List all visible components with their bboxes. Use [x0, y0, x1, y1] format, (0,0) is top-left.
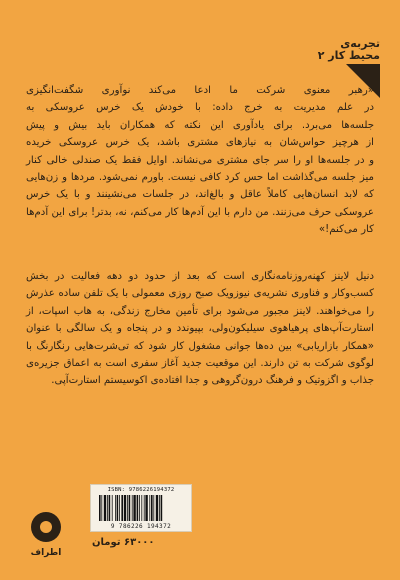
price-label: ۶۳۰۰۰ تومان — [92, 537, 155, 548]
quote-line: و در جلسه‌ها او را سر جای مشتری می‌نشاند. اوایل فقط یک صندلی خالی کنار — [26, 154, 374, 166]
series-title — [318, 38, 380, 62]
quote-line: از هرچیز حواس‌شان به نیازهای مشتری باشد، یک خرس عروسکی خریده — [26, 137, 374, 149]
bio-line: «همکار بازاریابی» بین ده‌ها جوانی مشغول کار شود که تی‌شرت‌هایی رنگارنگ با — [26, 340, 374, 352]
bio-line: را می‌خواهند. لاینز مجبور می‌شود برای تأمین مخارج زندگی، به هاب اسپات، از — [26, 305, 374, 317]
quote-line: در علم مدیریت به خرج داده: با خودش یک خرس عروسکی به — [26, 102, 374, 114]
blurb-quote — [26, 82, 374, 239]
quote-line: جلسه‌ها می‌برد. برای یادآوری این نکته که همکاران باید بیش و پیش — [26, 119, 374, 131]
series-title-line1: تجربه‌ی — [340, 37, 380, 50]
bio-line: جذاب و اگزوتیک و فرهنگ درون‌گروهی و جدا افتاده‌ی اکوسیستم استارت‌آپی. — [51, 375, 374, 387]
author-description — [26, 268, 374, 390]
quote-line: که لابد انسان‌هایی کاملاً عاقل و بالغ‌اند، در جلسات می‌نشینند و با یک خرس — [26, 189, 374, 201]
bio-line: کسب‌وکار و فناوری نشریه‌ی نیوزویک صبح روزی معمولی با یک تلفن ساده عذرش — [26, 288, 374, 300]
isbn-label: ISBN: 9786226194372 — [107, 487, 175, 493]
bio-line: دنیل لاینز کهنه‌روزنامه‌نگاری است که بعد از حدود دو دهه فعالیت در بخش — [26, 271, 374, 282]
barcode-bars — [99, 495, 183, 521]
publisher-logo — [22, 512, 70, 568]
quote-line: کار می‌کنم!» — [318, 224, 374, 236]
bio-line: استارت‌آپ‌های پرهیاهوی سیلیکون‌ولی، بپیوندد و در پنجاه و یک سالگی با عنوان — [26, 323, 374, 335]
publisher-name: اطراف — [30, 548, 62, 558]
quote-line: عروسکی حرف می‌زنند. من دارم با این آدم‌ها کار می‌کنم، نه، بدتر! برای این آدم‌ها — [26, 206, 374, 218]
isbn-barcode — [90, 484, 192, 532]
bio-line: لوگوی شرکت به تن دارند. این موقعیت جدید آغاز سفری است به اعماق جزیره‌ی — [26, 358, 374, 370]
series-title-line2: محیط کار ۲ — [317, 49, 380, 62]
publisher-logo-icon — [31, 512, 61, 542]
barcode-digits: 9 786226 194372 — [110, 523, 172, 530]
quote-line: «رهبر معنوی شرکت ما ادعا می‌کند نوآوری شگفت‌انگیزی — [26, 85, 374, 96]
quote-line: میز جلسه می‌گذاشت اما حس کرد کافی نیست. باورم نمی‌شود. مردها و زن‌هایی — [26, 172, 374, 184]
